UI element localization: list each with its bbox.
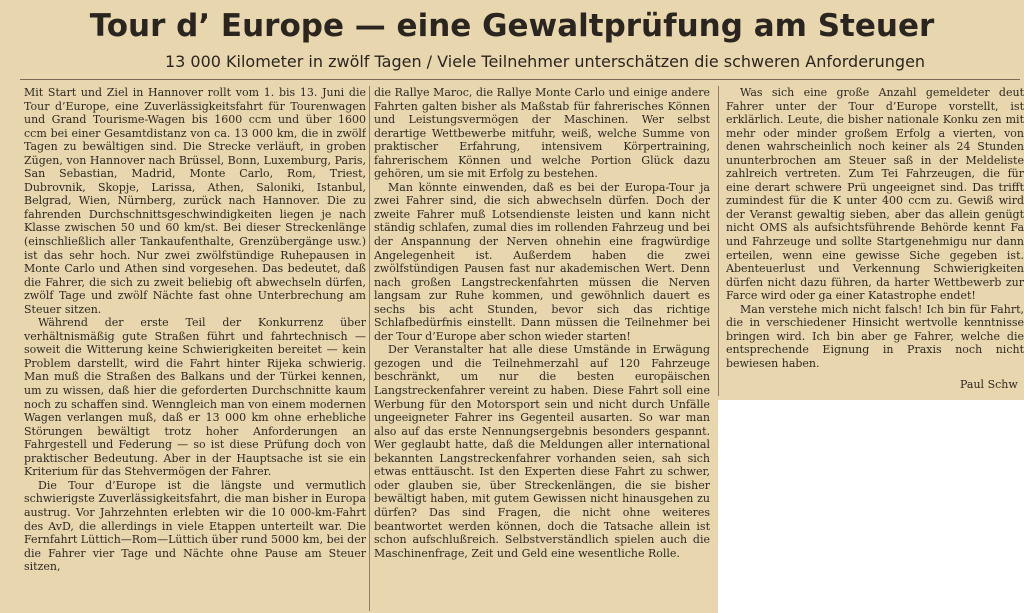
paragraph: Der Veranstalter hat alle diese Umstände in Erwägung gezogen und die Teilnehmerzahl auf 120 Fahrzeuge beschränkt, um nur die besten europäischen Langstreckenfahrer vereint zu haben. Diese Fahrt soll eine Werbung für den Motorsport sein und nicht durch Unfälle ungeeigneter Fahrer ins Gegenteil ausarten. So war man also auf das erste Nennungsergebnis besonders gespannt. Wer geglaubt hatte, daß die Meldungen aller international bekannten Langstreckenfahrer vorhanden seien, sah sich etwas enttäuscht. Ist den Experten diese Fahrt zu schwer, oder glauben sie, über Streckenlängen, die sie bisher bewältigt haben, mit gutem Gewissen nicht hinausgehen zu dürfen? Das sind Fragen, die nicht ohne weiteres beantwortet werden können, doch die Tatsache allein ist schon aufschlußreich. Selbstverständlich spielen auch die Maschinenfrage, Zeit und Geld eine wesentliche Rolle. [374, 343, 710, 560]
paragraph: Während der erste Teil der Konkurrenz über verhältnismäßig gute Straßen führt und fahrtechnisch — soweit die Witterung keine Schwierigkeiten bereitet — kein Problem darstellt, wird die Fahrt hinter Rijeka schwierig. Man muß die Straßen des Balkans und der Türkei kennen, um zu wissen, daß hier die geforderten Durchschnitte kaum noch zu schaffen sind. Wenngleich man von einem modernen Wagen verlangen muß, daß er 13 000 km ohne erhebliche Störungen bewältigt trotz hoher Anforderungen an Fahrgestell und Federung — so ist diese Prüfung doch von praktischer Bedeutung. Aber in der Hauptsache ist sie ein Kriterium für das Stehvermögen der Fahrer. [24, 316, 366, 479]
column-divider [369, 86, 370, 611]
article-column-1 [24, 86, 366, 611]
subheadline: 13 000 Kilometer in zwölf Tagen / Viele Teilnehmer unterschätzen die schweren Anforderungen [164, 52, 926, 71]
author-signature: Paul Schw [960, 378, 1018, 391]
headline: Tour d’ Europe — eine Gewaltprüfung am Steuer [89, 8, 935, 44]
paragraph: Man verstehe mich nicht falsch! Ich bin für Fahrt, die in verschiedener Hinsicht wertvolle kenntnisse bringen wird. Ich bin aber ge Fahrer, welche die entsprechende Eignung in Praxis noch nicht bewiesen haben. [726, 302, 1024, 370]
header-divider [20, 79, 1020, 80]
article-column-3 [726, 86, 1024, 396]
column-divider [718, 86, 719, 396]
paragraph: Was sich eine große Anzahl gemeldeter deut Fahrer unter der Tour d’Europe vorstellt, ist erklärlich. Leute, die bisher nationale Konku zen mit mehr oder minder großem Erfolg a vierten, von denen wahrscheinlich noch keiner als 24 Stunden ununterbrochen am Steuer saß in der Meldeliste zahlreich vertreten. Zum Tei Fahrzeugen, die für eine derart schwere Prü ungeeignet sind. Das trifft zumindest für die K unter 400 ccm zu. Gewiß wird der Veranst gewaltig sieben, aber das allein genügt nicht OMS als aufsichtsführende Behörde kennt Fa und Fahrzeuge und sollte Startgenehmigu nur dann erteilen, wenn eine gewisse Siche gegeben ist. Abenteuerlust und Verkennung Schwierigkeiten dürfen nicht dazu führen, da harter Wettbewerb zur Farce wird oder ga einer Katastrophe endet! [726, 86, 1024, 303]
paragraph: Man könnte einwenden, daß es bei der Europa-Tour ja zwei Fahrer sind, die sich abwechseln dürfen. Doch der zweite Fahrer muß Lotsendienste leisten und kann nicht ständig schlafen, zumal dies im rollenden Fahrzeug und bei der Anspannung der Nerven ohnehin eine fragwürdige Angelegenheit ist. Außerdem haben die zwei zwölfstündigen Pausen fast nur akademischen Wert. Denn nach großen Langstreckenfahrten müssen die Nerven langsam zur Ruhe kommen, und gewöhnlich dauert es sechs bis acht Stunden, bevor sich das richtige Schlafbedürfnis einstellt. Dann müssen die Teilnehmer bei der Tour d’Europe aber schon wieder starten! [374, 180, 710, 343]
paragraph: Die Tour d’Europe ist die längste und vermutlich schwierigste Zuverlässigkeitsfahrt, die man bisher in Europa austrug. Vor Jahrzehnten erlebten wir die 10 000-km-Fahrt des AvD, die allerdings in viele Etappen unterteilt war. Die Fernfahrt Lüttich—Rom—Lüttich über rund 5000 km, bei der die Fahrer vier Tage und Nächte ohne Pause am Steuer sitzen, [24, 478, 366, 574]
paragraph: Mit Start und Ziel in Hannover rollt vom 1. bis 13. Juni die Tour d’Europe, eine Zuverlässigkeitsfahrt für Tourenwagen und Grand Tourisme-Wagen bis 1600 ccm und über 1600 ccm bei einer Gesamtdistanz von ca. 13 000 km, die in zwölf Tagen zu bewältigen sind. Die Strecke verläuft, in groben Zügen, von Hannover nach Brüssel, Bonn, Luxemburg, Paris, San Sebastian, Madrid, Monte Carlo, Rom, Triest, Dubrovnik, Skopje, Larissa, Athen, Saloniki, Istanbul, Belgrad, Wien, Nürnberg, zurück nach Hannover. Die zu fahrenden Durchschnittsgeschwindigkeiten liegen je nach Klasse zwischen 50 und 60 km/st. Bei dieser Streckenlänge (einschließlich aller Tankaufenthalte, Grenzübergänge usw.) ist das sehr hoch. Nur zwei zwölfstündige Ruhepausen in Monte Carlo und Athen sind vorgesehen. Das bedeutet, daß die Fahrer, die sich zu zweit beliebig oft abwechseln dürfen, zwölf Tage und zwölf Nächte fast ohne Unterbrechung am Steuer sitzen. [24, 86, 366, 316]
paragraph: die Rallye Maroc, die Rallye Monte Carlo und einige andere Fahrten galten bisher als Maßstab für fahrerisches Können und Leistungsvermögen der Maschinen. Wer selbst derartige Wettbewerbe mitfuhr, weiß, welche Summe von praktischer Erfahrung, intensivem Körpertraining, fahrerischem Können und welche Portion Glück dazu gehören, um sie mit Erfolg zu bestehen. [374, 86, 710, 181]
article-column-2 [374, 86, 710, 611]
